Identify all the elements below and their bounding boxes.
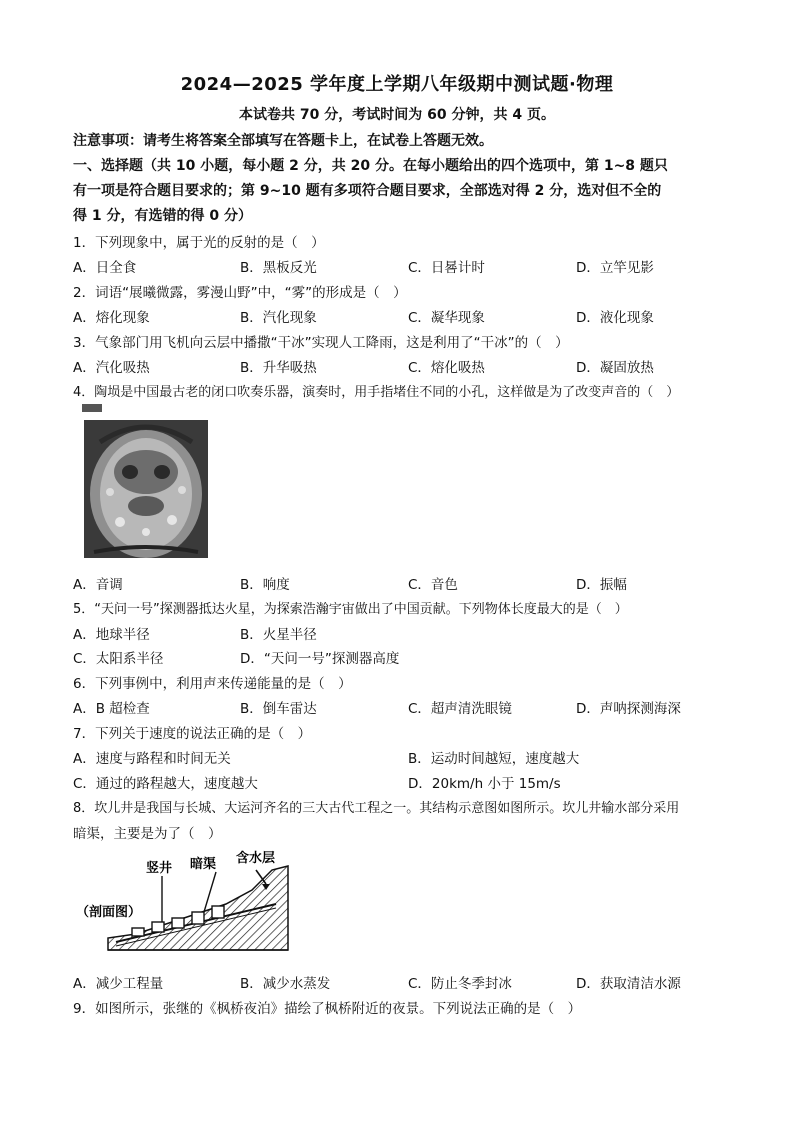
label-channel: 暗渠 (190, 857, 217, 872)
label-section: （剖面图） (76, 905, 142, 920)
q1-option-b: B．黑板反光 (240, 260, 317, 276)
question-2-stem: 2．词语“展曦微露，雾漫山野”中，“雾”的形成是（ ） (73, 285, 407, 301)
q4-option-a: A．音调 (73, 577, 123, 593)
q2-option-d: D．液化现象 (576, 310, 654, 326)
q6-option-d: D．声呐探测海深 (576, 701, 681, 717)
q4-option-d: D．振幅 (576, 577, 627, 593)
q8-option-c: C．防止冬季封冰 (408, 976, 512, 992)
q7-option-c: C．通过的路程越大，速度越大 (73, 776, 258, 792)
q8-option-d: D．获取清洁水源 (576, 976, 681, 992)
q6-option-b: B．倒车雷达 (240, 701, 317, 717)
question-6-stem: 6．下列事例中，利用声来传递能量的是（ ） (73, 676, 352, 692)
section-intro-3: 得 1 分，有选错的得 0 分） (73, 208, 252, 224)
section-intro-1: 一、选择题（共 10 小题，每小题 2 分，共 20 分。在每小题给出的四个选项中，第 1~8 题只 (73, 158, 668, 174)
section-intro-2: 有一项是符合题目要求的；第 9~10 题有多项符合题目要求，全部选对得 2 分，选对但不全的 (73, 183, 662, 199)
question-8-stem-line-1: 8．坎儿井是我国与长城、大运河齐名的三大古代工程之一。其结构示意图如图所示。坎儿井输水部分采用 (73, 801, 680, 816)
q5-option-b: B．火星半径 (240, 627, 317, 643)
q7-option-d: D．20km/h 小于 15m/s (408, 776, 561, 792)
q3-option-b: B．升华吸热 (240, 360, 317, 376)
q2-option-c: C．凝华现象 (408, 310, 485, 326)
q5-option-a: A．地球半径 (73, 627, 150, 643)
question-5-stem: 5．“天问一号”探测器抵达火星，为探索浩瀚宇宙做出了中国贡献。下列物体长度最大的是（ ） (73, 602, 628, 617)
q7-option-b: B．运动时间越短，速度越大 (408, 751, 580, 767)
q8-option-b: B．减少水蒸发 (240, 976, 331, 992)
q4-option-c: C．音色 (408, 577, 458, 593)
q5-option-d: D．“天问一号”探测器高度 (240, 651, 400, 667)
label-well: 竖井 (146, 861, 173, 876)
q2-option-a: A．熔化现象 (73, 310, 150, 326)
q1-option-c: C．日晷计时 (408, 260, 485, 276)
exam-title: 2024—2025 学年度上学期八年级期中测试题·物理 (180, 74, 614, 95)
question-1-stem: 1．下列现象中，属于光的反射的是（ ） (73, 235, 325, 251)
q3-option-c: C．熔化吸热 (408, 360, 485, 376)
q1-option-d: D．立竿见影 (576, 260, 654, 276)
q7-option-a: A．速度与路程和时间无关 (73, 751, 231, 767)
question-8-stem-line-2: 暗渠，主要是为了（ ） (73, 826, 222, 842)
q1-option-a: A．日全食 (73, 260, 137, 276)
exam-subtitle: 本试卷共 70 分，考试时间为 60 分钟，共 4 页。 (239, 107, 555, 123)
q5-option-c: C．太阳系半径 (73, 651, 164, 667)
karez-diagram (76, 848, 296, 960)
q4-option-b: B．响度 (240, 577, 290, 593)
q6-option-c: C．超声清洗眼镜 (408, 701, 512, 717)
question-4-stem: 4．陶埙是中国最古老的闭口吹奏乐器，演奏时，用手指堵住不同的小孔，这样做是为了改变声音的（ ） (73, 385, 680, 400)
q8-option-a: A．减少工程量 (73, 976, 164, 992)
q3-option-d: D．凝固放热 (576, 360, 654, 376)
question-9-stem: 9．如图所示，张继的《枫桥夜泊》描绘了枫桥附近的夜景。下列说法正确的是（ ） (73, 1001, 582, 1017)
label-aquifer: 含水层 (236, 851, 276, 866)
q3-option-a: A．汽化吸热 (73, 360, 150, 376)
question-7-stem: 7．下列关于速度的说法正确的是（ ） (73, 726, 312, 742)
question-3-stem: 3．气象部门用飞机向云层中播撒“干冰”实现人工降雨，这是利用了“干冰”的（ ） (73, 335, 569, 351)
xun-photo (80, 402, 210, 560)
notice: 注意事项：请考生将答案全部填写在答题卡上，在试卷上答题无效。 (73, 133, 493, 149)
q2-option-b: B．汽化现象 (240, 310, 317, 326)
q6-option-a: A．B 超检查 (73, 701, 150, 717)
